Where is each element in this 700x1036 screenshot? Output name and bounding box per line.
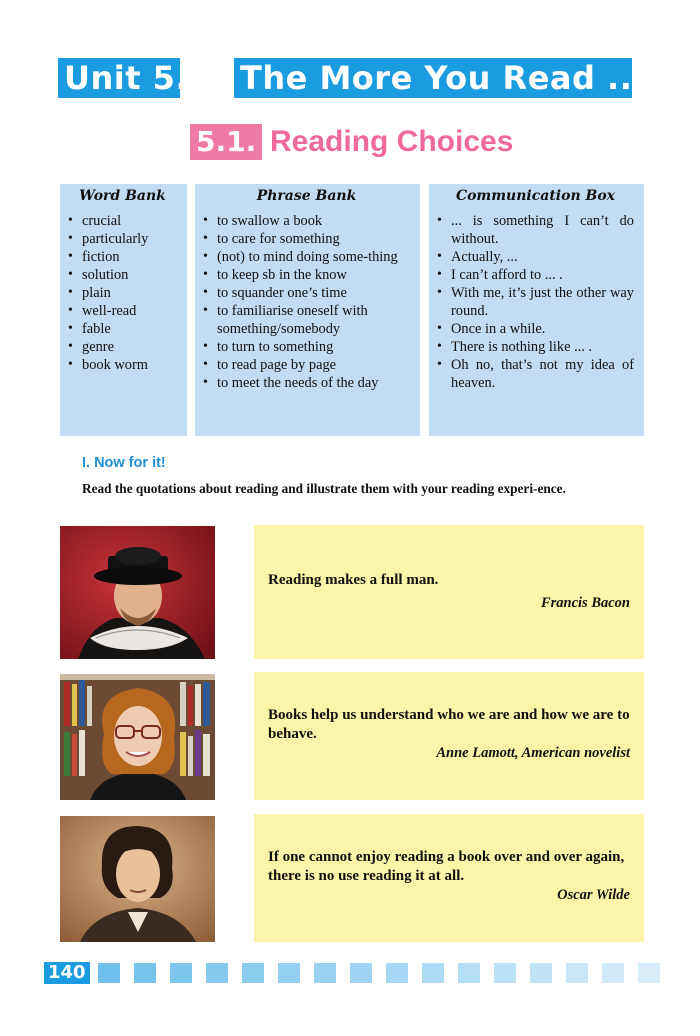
exercise-heading: I. Now for it! [82,455,166,471]
quote-author: Anne Lamott, American novelist [436,745,630,761]
phrase-bank-list [203,212,410,392]
communication-box-item: • With me, it’s just the other way round. [437,284,634,320]
footer-square [530,963,552,983]
word-bank [60,184,187,436]
phrase-bank-item: • to read page by page [203,356,410,374]
communication-box [429,184,644,436]
word-bank-item: • well-read [68,302,177,320]
portrait-photo [60,526,215,659]
portrait-photo [60,674,215,800]
quote-card [254,525,644,659]
quote-text: If one cannot enjoy reading a book over and over again, there is no use reading it at all. [268,849,625,884]
phrase-bank-item: • to squander one’s time [203,284,410,302]
word-bank-item: • genre [68,338,177,356]
footer-square [314,963,336,983]
word-bank-list [68,212,177,374]
communication-box-list [437,212,634,392]
portrait-oscar-wilde [60,816,215,942]
communication-box-item: • Actually, ... [437,248,634,266]
phrase-bank-item: • (not) to mind doing some-thing [203,248,410,266]
quote-card [254,814,644,942]
footer-square [638,963,660,983]
footer-square [278,963,300,983]
exercise-instruction [60,480,644,498]
quote-text: Reading makes a full man. [268,572,439,588]
word-bank-item: • solution [68,266,177,284]
phrase-bank-title: Phrase Bank [256,188,357,204]
phrase-bank [195,184,420,436]
quote-card [254,672,644,800]
footer-square [242,963,264,983]
footer-square [350,963,372,983]
quote-author: Francis Bacon [540,595,630,611]
phrase-bank-item: • to meet the needs of the day [203,374,410,392]
portrait-francis-bacon [60,526,215,659]
communication-box-item: • ... is something I can’t do without. [437,212,634,248]
communication-box-item: • Once in a while. [437,320,634,338]
quote-text: Books help us understand who we are and how we are to behave. [268,707,630,742]
exercise-instruction-text: Read the quotations about reading and illustrate them with your reading experi-ence. [82,481,566,496]
footer-square [98,963,120,983]
footer-square [494,963,516,983]
footer-square [134,963,156,983]
phrase-bank-item: • to care for something [203,230,410,248]
footer-square [458,963,480,983]
phrase-bank-item: • to keep sb in the know [203,266,410,284]
unit-title-text: The More You Read ... [234,58,632,98]
communication-box-title: Communication Box [455,188,616,204]
word-bank-item: • particularly [68,230,177,248]
footer-square [170,963,192,983]
footer-square [386,963,408,983]
portrait-photo [60,816,215,942]
word-bank-item: • book worm [68,356,177,374]
footer-square [206,963,228,983]
communication-box-item: • Oh no, that’s not my idea of heaven. [437,356,634,392]
word-bank-item: • plain [68,284,177,302]
phrase-bank-item: • to familiarise oneself with something/somebody [203,302,410,338]
footer-square [602,963,624,983]
portrait-anne-lamott [60,674,215,800]
section-number: 5.1. [190,124,262,160]
quote-author: Oscar Wilde [557,887,630,903]
phrase-bank-item: • to turn to something [203,338,410,356]
communication-box-item: • There is nothing like ... . [437,338,634,356]
page-number: 140 [44,962,90,984]
phrase-bank-item: • to swallow a book [203,212,410,230]
footer-square [422,963,444,983]
word-bank-title: Word Bank [79,188,166,204]
footer-square [566,963,588,983]
word-bank-item: • crucial [68,212,177,230]
communication-box-item: • I can’t afford to ... . [437,266,634,284]
section-name: Reading Choices [270,125,514,158]
word-bank-item: • fiction [68,248,177,266]
word-bank-item: • fable [68,320,177,338]
unit-number-label: Unit 5. [58,58,180,98]
